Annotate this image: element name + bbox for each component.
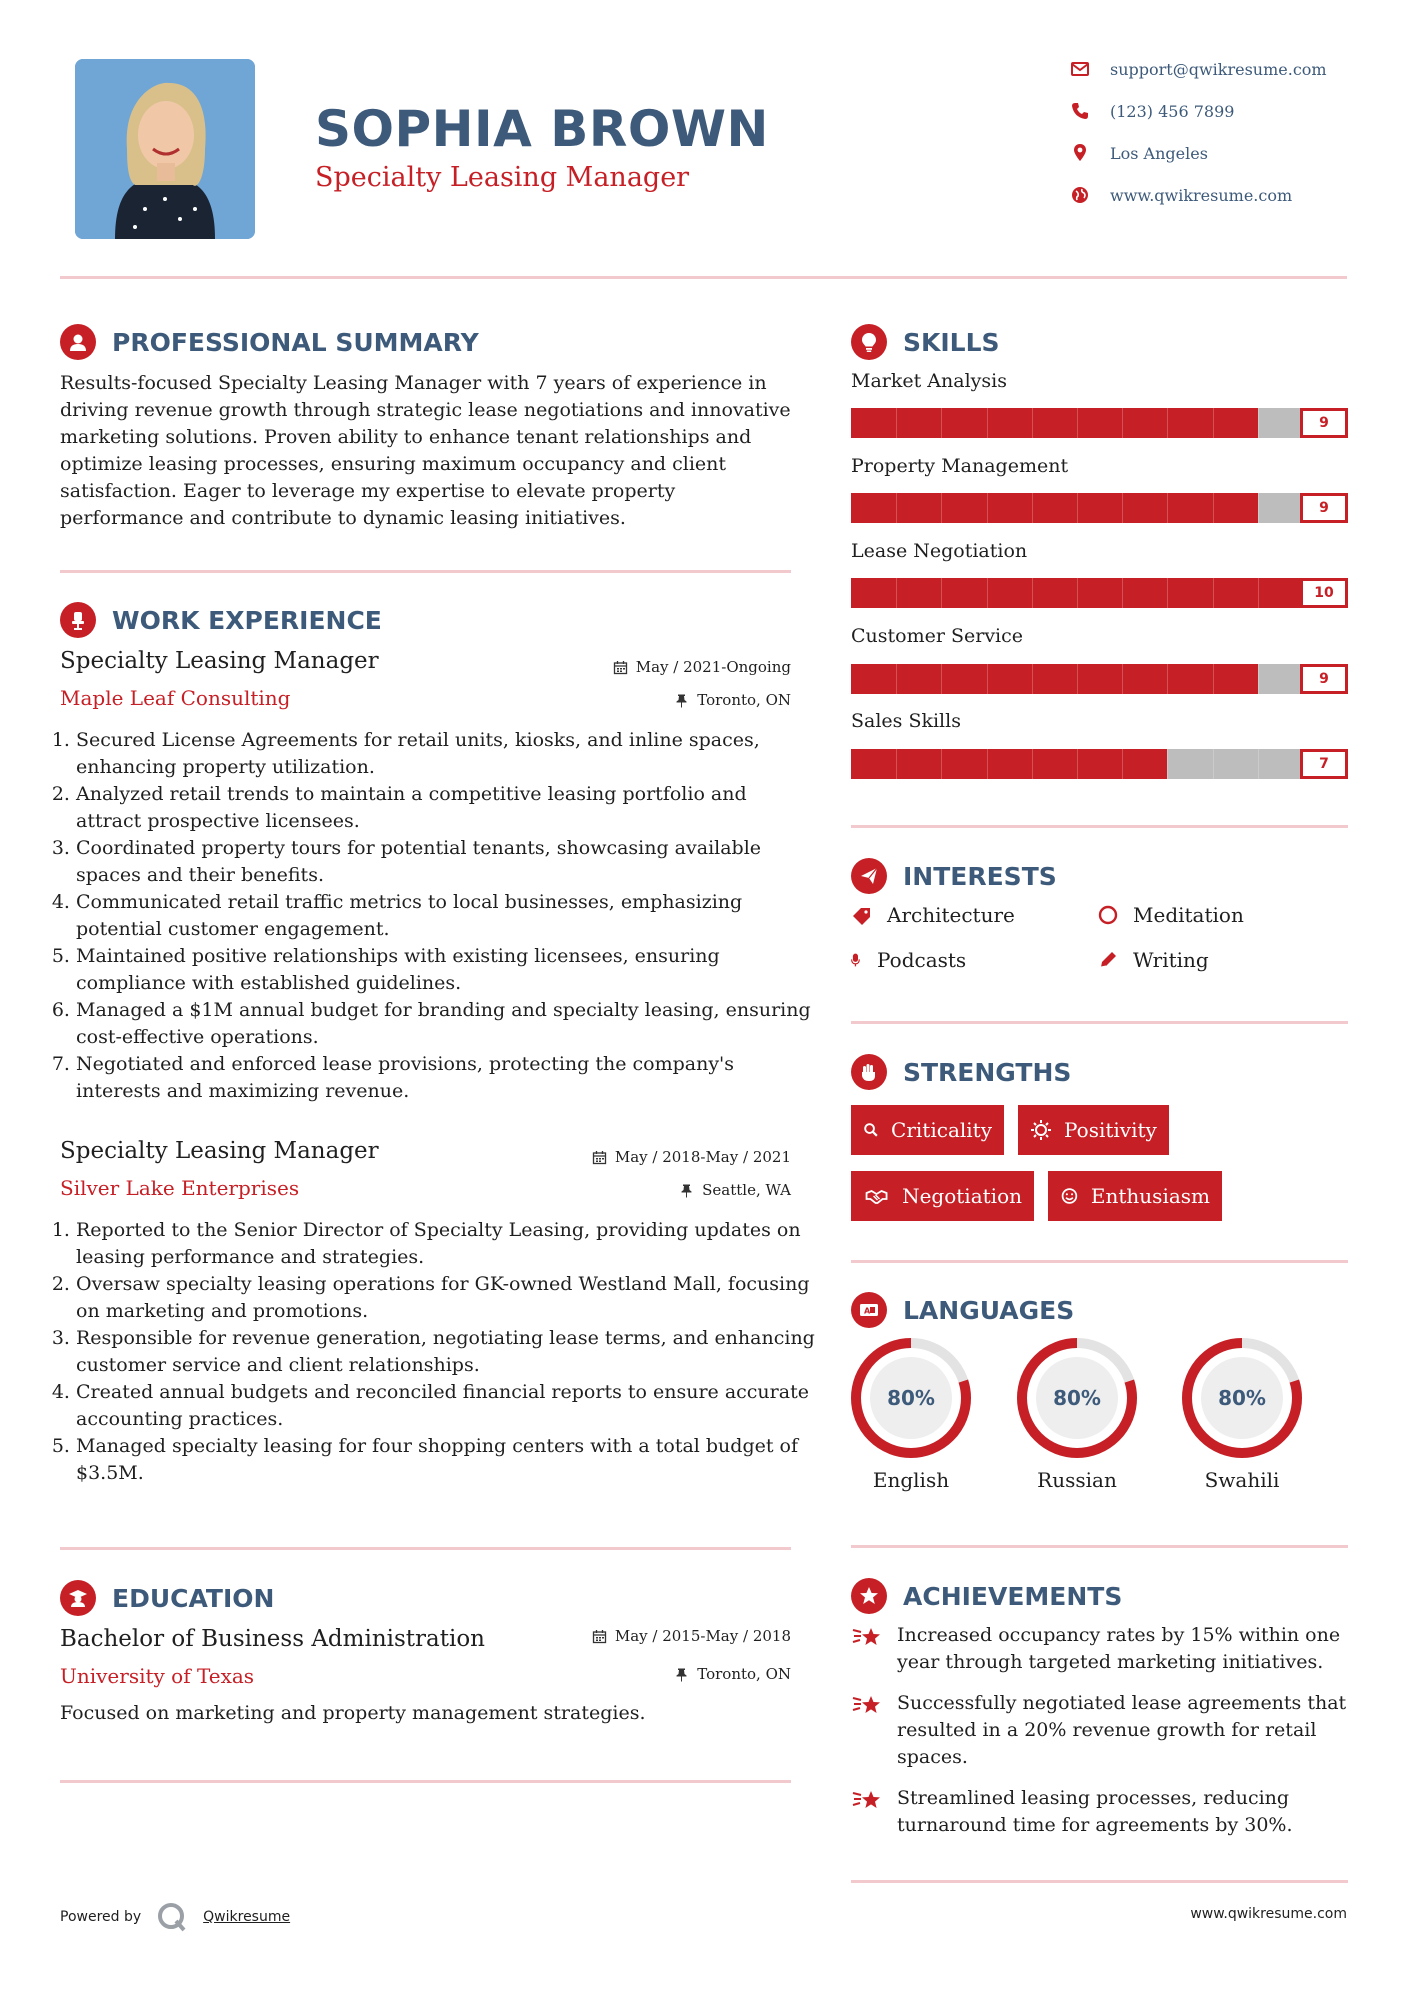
skill-label: Sales Skills (851, 710, 961, 732)
skill-bar-segment (1258, 408, 1259, 438)
skill-bar-segment (1032, 408, 1033, 438)
skill-bar-segment (896, 664, 897, 694)
job-1-bullet: 4. Communicated retail traffic metrics to local businesses, emphasizing potential customer engagement. (76, 889, 816, 943)
job-2-dates (592, 1148, 791, 1166)
interest-label: Meditation (1133, 903, 1244, 927)
strength-label: Negotiation (902, 1184, 1022, 1208)
skill-bar (851, 408, 1348, 438)
language-percent: 80% (887, 1386, 935, 1410)
skill-bar-segment (1167, 749, 1168, 779)
job-1-bullet: 7. Negotiated and enforced lease provisions, protecting the company's interests and maximizing revenue. (76, 1051, 816, 1105)
skill-bar-segment (1258, 493, 1259, 523)
language-ring (1015, 1336, 1139, 1460)
strength-label: Criticality (891, 1118, 992, 1142)
shooting-star-icon (851, 1620, 885, 1654)
contact-website-text: www.qwikresume.com (1110, 185, 1293, 205)
strength-chip (1018, 1105, 1169, 1155)
calendar-icon (592, 1150, 607, 1165)
job-2-company: Silver Lake Enterprises (60, 1176, 300, 1200)
interest-item (1097, 948, 1209, 972)
skill-bar-segment (1258, 664, 1259, 694)
contact-phone-text: (123) 456 7899 (1110, 101, 1235, 121)
summary-text: Results-focused Specialty Leasing Manager with 7 years of experience in driving revenue growth through strategic lease negotiations and innovative marketing solutions. Proven ability to enhance tenant relationships and optimize leasing processes, ensuring maximum occupancy and client satisfaction. Eager to leverage my expertise to elevate property performance and contribute to dynamic leasing initiatives. (60, 372, 791, 529)
skills-title: SKILLS (903, 327, 1000, 357)
skill-bar-segment (987, 408, 988, 438)
summary-title: PROFESSIONAL SUMMARY (112, 327, 479, 357)
skill-label: Customer Service (851, 625, 1024, 647)
skill-score: 9 (1300, 664, 1348, 694)
languages-divider (851, 1545, 1348, 1548)
skill-score: 9 (1300, 408, 1348, 438)
job-1-bullet: 5. Maintained positive relationships with existing licensees, ensuring compliance with established guidelines. (76, 943, 816, 997)
skill-bar-segment (941, 493, 942, 523)
skill-bar-fill (851, 408, 1258, 438)
job-1-bullet: 2. Analyzed retail trends to maintain a competitive leasing portfolio and attract prospective licensees. (76, 781, 816, 835)
interests-heading (851, 856, 1057, 896)
achievements-divider (851, 1880, 1348, 1883)
achievement-item (851, 1785, 1351, 1839)
skill-bar-fill (851, 749, 1167, 779)
language-name: English (872, 1468, 950, 1492)
strength-label: Positivity (1064, 1118, 1157, 1142)
globe-icon (1070, 185, 1090, 205)
footer-brand-link[interactable]: Qwikresume (203, 1909, 291, 1925)
summary-divider (60, 570, 791, 573)
pushpin-icon (679, 1183, 694, 1198)
contact-email-text: support@qwikresume.com (1110, 59, 1327, 79)
job-2-bullet: 3. Responsible for revenue generation, negotiating lease terms, and enhancing customer service and client relationships. (76, 1325, 816, 1379)
skill-label: Property Management (851, 455, 1069, 477)
summary-heading (60, 322, 479, 362)
search-icon (863, 1119, 879, 1141)
contact-phone[interactable] (1070, 99, 1234, 123)
achievements-heading (851, 1576, 1122, 1616)
language-icon (851, 1292, 887, 1328)
interest-label: Podcasts (877, 948, 967, 972)
strength-label: Enthusiasm (1090, 1184, 1210, 1208)
skill-bar-segment (1077, 578, 1078, 608)
education-heading (60, 1578, 274, 1618)
job-2-location (679, 1181, 791, 1199)
achievement-text: Increased occupancy rates by 15% within one year through targeted marketing initiatives. (897, 1624, 1341, 1673)
job-1-bullet: 6. Managed a $1M annual budget for branding and specialty leasing, ensuring cost-effective operations. (76, 997, 816, 1051)
skill-bar-segment (1213, 578, 1214, 608)
languages-title: LANGUAGES (903, 1295, 1075, 1325)
education-title: EDUCATION (112, 1583, 275, 1613)
skill-bar-fill (851, 578, 1348, 608)
achievement-item (851, 1622, 1351, 1676)
handshake-icon (863, 1185, 890, 1207)
skill-score: 7 (1300, 749, 1348, 779)
interests-title: INTERESTS (903, 861, 1057, 891)
skill-bar-segment (987, 578, 988, 608)
skill-score: 10 (1300, 578, 1348, 608)
lightbulb-icon (851, 324, 887, 360)
star-badge-icon (851, 1578, 887, 1614)
skill-bar-segment (1032, 578, 1033, 608)
interest-item (851, 948, 966, 972)
job-2-bullet: 2. Oversaw specialty leasing operations for GK-owned Westland Mall, focusing on marketing and promotions. (76, 1271, 816, 1325)
footer-powered-by (60, 1900, 290, 1934)
skill-bar-segment (1122, 578, 1123, 608)
phone-icon (1070, 101, 1090, 121)
job-2-title: Specialty Leasing Manager (60, 1138, 379, 1164)
strength-chip (851, 1105, 1004, 1155)
skill-label: Lease Negotiation (851, 540, 1028, 562)
job-2-bullet: 4. Created annual budgets and reconciled financial reports to ensure accurate accounting practices. (76, 1379, 816, 1433)
calendar-icon (592, 1629, 607, 1644)
skill-bar-segment (987, 493, 988, 523)
language-ring (1180, 1336, 1304, 1460)
skill-bar-segment (987, 749, 988, 779)
skill-bar-fill (851, 493, 1258, 523)
language-name: Russian (1037, 1468, 1117, 1492)
sun-icon (1030, 1119, 1052, 1141)
skill-bar-segment (941, 408, 942, 438)
job-2-bullets (58, 1217, 816, 1487)
skill-bar-segment (941, 749, 942, 779)
calendar-icon (613, 660, 628, 675)
graduate-icon (60, 1580, 96, 1616)
education-description: Focused on marketing and property management strategies. (60, 1702, 646, 1724)
contact-location-text: Los Angeles (1110, 143, 1208, 163)
languages-heading (851, 1290, 1074, 1330)
achievement-text: Successfully negotiated lease agreements that resulted in a 20% revenue growth for retail spaces. (897, 1692, 1347, 1768)
language-ring (849, 1336, 973, 1460)
map-pin-icon (1070, 143, 1090, 163)
experience-heading (60, 600, 382, 640)
job-1-dates-text: May / 2021-Ongoing (635, 658, 791, 676)
skill-bar-segment (1258, 578, 1259, 608)
envelope-icon (1070, 59, 1090, 79)
fist-icon (851, 1054, 887, 1090)
skill-label: Market Analysis (851, 370, 1007, 392)
language-item (1015, 1336, 1139, 1492)
skill-bar-segment (1032, 664, 1033, 694)
education-location-text: Toronto, ON (697, 1665, 791, 1683)
job-1-location-text: Toronto, ON (697, 691, 791, 709)
skill-bar-segment (941, 578, 942, 608)
language-item (1180, 1336, 1304, 1492)
education-location (674, 1665, 791, 1683)
skill-bar-segment (896, 749, 897, 779)
skill-bar-segment (1213, 749, 1214, 779)
skill-bar (851, 749, 1348, 779)
interests-divider (851, 1021, 1348, 1024)
interest-label: Architecture (887, 903, 1015, 927)
language-name: Swahili (1204, 1468, 1280, 1492)
skill-bar-segment (1167, 408, 1168, 438)
microphone-icon (851, 949, 865, 971)
candidate-name: SOPHIA BROWN (315, 100, 769, 158)
job-1-bullet: 1. Secured License Agreements for retail units, kiosks, and inline spaces, enhancing property utilization. (76, 727, 816, 781)
skill-bar-segment (1032, 749, 1033, 779)
smile-icon (1060, 1185, 1079, 1207)
strength-chip (851, 1171, 1034, 1221)
shooting-star-icon (851, 1783, 885, 1817)
powered-by-text: Powered by (60, 1909, 142, 1925)
skill-bar-segment (1167, 493, 1168, 523)
skill-bar-segment (1122, 493, 1123, 523)
skill-bar (851, 664, 1348, 694)
skill-bar-segment (1167, 664, 1168, 694)
education-divider (60, 1780, 791, 1783)
skill-bar-segment (1213, 408, 1214, 438)
shooting-star-icon (851, 1688, 885, 1722)
skill-bar-segment (1167, 578, 1168, 608)
candidate-role: Specialty Leasing Manager (315, 162, 690, 193)
skill-bar-segment (1122, 664, 1123, 694)
skill-bar-segment (1077, 493, 1078, 523)
svg-text:A: A (864, 1306, 871, 1316)
skill-bar-segment (896, 493, 897, 523)
contact-email[interactable] (1070, 57, 1327, 81)
job-2-bullet: 1. Reported to the Senior Director of Specialty Leasing, providing updates on leasing performance and strategies. (76, 1217, 816, 1271)
skills-divider (851, 825, 1348, 828)
job-2-dates-text: May / 2018-May / 2021 (614, 1148, 791, 1166)
job-1-bullet: 3. Coordinated property tours for potential tenants, showcasing available spaces and their benefits. (76, 835, 816, 889)
footer-url[interactable]: www.qwikresume.com (1190, 1906, 1347, 1922)
header-divider (60, 276, 1347, 279)
job-1-bullets (58, 727, 816, 1105)
skills-heading (851, 322, 1000, 362)
strength-chip (1048, 1171, 1222, 1221)
achievements-title: ACHIEVEMENTS (903, 1581, 1123, 1611)
pushpin-icon (674, 693, 689, 708)
skill-bar-segment (896, 408, 897, 438)
language-item (849, 1336, 973, 1492)
interest-item (851, 903, 1015, 927)
strengths-heading (851, 1052, 1071, 1092)
achievement-text: Streamlined leasing processes, reducing turnaround time for agreements by 30%. (897, 1787, 1293, 1836)
skill-bar-segment (1213, 493, 1214, 523)
job-2-location-text: Seattle, WA (702, 1181, 791, 1199)
interest-item (1097, 903, 1244, 927)
skill-bar-segment (1122, 749, 1123, 779)
job-2-bullet: 5. Managed specialty leasing for four shopping centers with a total budget of $3.5M. (76, 1433, 816, 1487)
skill-bar-segment (1122, 408, 1123, 438)
language-percent: 80% (1218, 1386, 1266, 1410)
strengths-divider (851, 1260, 1348, 1263)
skill-bar-segment (896, 578, 897, 608)
paper-plane-icon (851, 858, 887, 894)
skill-bar-segment (941, 664, 942, 694)
education-dates (592, 1627, 791, 1645)
skill-bar-fill (851, 664, 1258, 694)
education-degree: Bachelor of Business Administration (60, 1626, 485, 1652)
job-1-dates (613, 658, 791, 676)
tag-icon (851, 904, 873, 926)
user-icon (60, 324, 96, 360)
job-1-location (674, 691, 791, 709)
skill-bar (851, 493, 1348, 523)
qwikresume-logo-icon (155, 1900, 189, 1934)
skill-bar-segment (1213, 664, 1214, 694)
contact-location (1070, 141, 1208, 165)
skill-bar (851, 578, 1348, 608)
skill-bar-segment (1077, 749, 1078, 779)
achievement-item (851, 1690, 1351, 1771)
experience-title: WORK EXPERIENCE (112, 605, 382, 635)
circle-icon (1097, 904, 1119, 926)
job-1-title: Specialty Leasing Manager (60, 648, 379, 674)
language-percent: 80% (1053, 1386, 1101, 1410)
skill-bar-segment (1258, 749, 1259, 779)
skill-bar-segment (1032, 493, 1033, 523)
interest-label: Writing (1133, 948, 1209, 972)
profile-photo (75, 59, 255, 239)
strengths-title: STRENGTHS (903, 1057, 1072, 1087)
office-chair-icon (60, 602, 96, 638)
skill-bar-segment (1077, 664, 1078, 694)
pencil-icon (1097, 949, 1119, 971)
education-school: University of Texas (60, 1664, 255, 1688)
education-dates-text: May / 2015-May / 2018 (614, 1627, 791, 1645)
skill-score: 9 (1300, 493, 1348, 523)
contact-website[interactable] (1070, 183, 1292, 207)
pushpin-icon (674, 1667, 689, 1682)
experience-divider (60, 1547, 791, 1550)
job-1-company: Maple Leaf Consulting (60, 686, 291, 710)
skill-bar-segment (987, 664, 988, 694)
skill-bar-segment (1077, 408, 1078, 438)
